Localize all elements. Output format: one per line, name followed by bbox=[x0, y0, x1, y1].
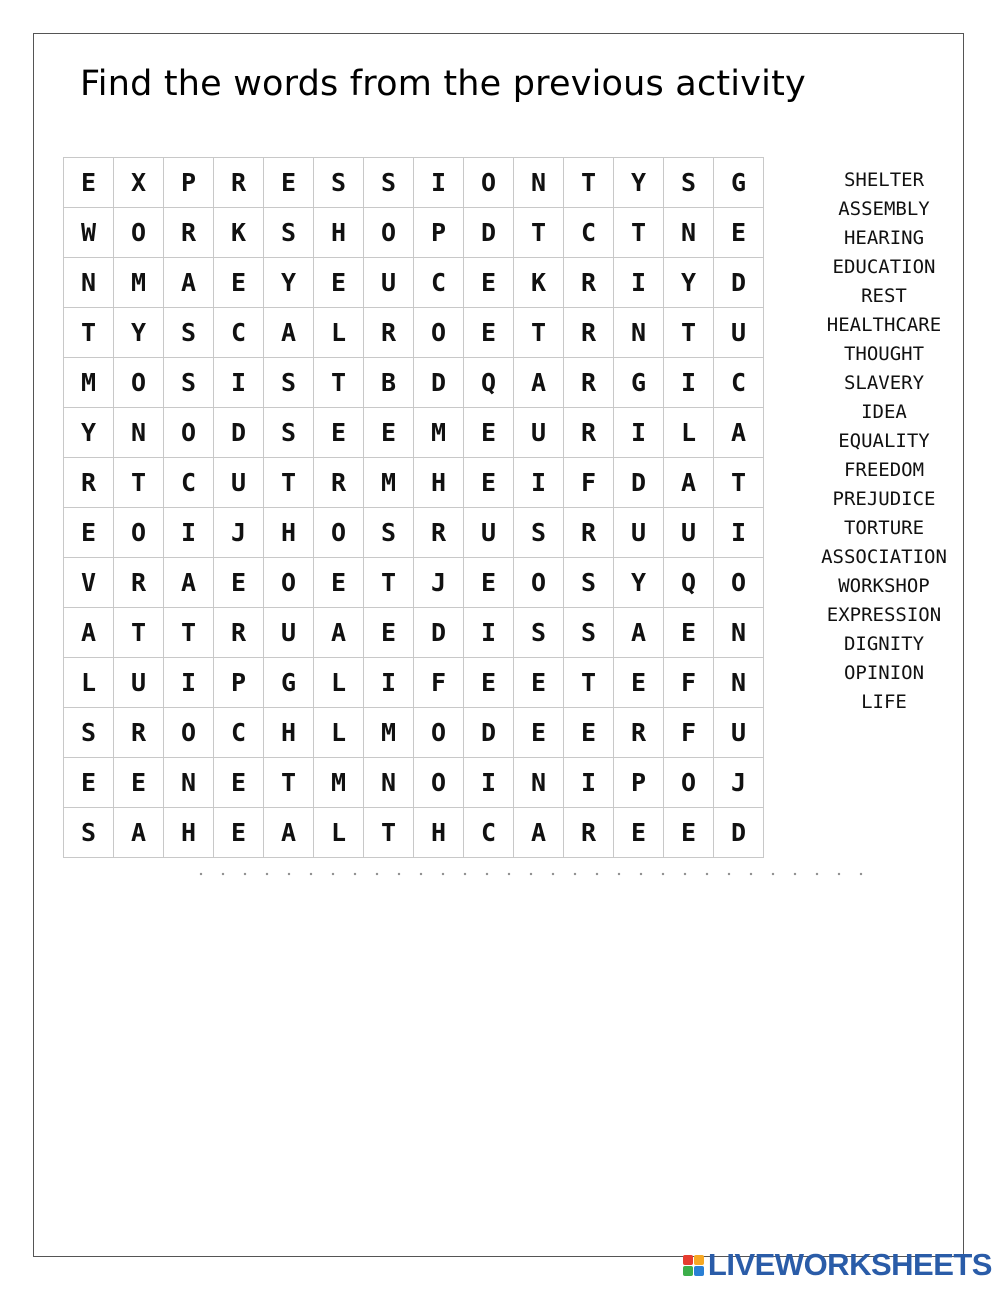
grid-cell[interactable]: E bbox=[364, 608, 414, 658]
grid-cell[interactable]: B bbox=[364, 358, 414, 408]
grid-cell[interactable]: I bbox=[614, 408, 664, 458]
grid-cell[interactable]: L bbox=[314, 708, 364, 758]
grid-cell[interactable]: Q bbox=[464, 358, 514, 408]
grid-cell[interactable]: E bbox=[664, 808, 714, 858]
grid-cell[interactable]: C bbox=[214, 308, 264, 358]
word-list-item: OPINION bbox=[843, 662, 925, 684]
grid-cell[interactable]: S bbox=[314, 158, 364, 208]
grid-cell[interactable]: E bbox=[714, 208, 764, 258]
grid-cell[interactable]: E bbox=[64, 758, 114, 808]
grid-cell[interactable]: D bbox=[714, 808, 764, 858]
grid-cell[interactable]: R bbox=[564, 508, 614, 558]
grid-cell[interactable]: S bbox=[264, 408, 314, 458]
grid-cell[interactable]: Y bbox=[664, 258, 714, 308]
grid-cell[interactable]: T bbox=[264, 758, 314, 808]
grid-cell[interactable]: O bbox=[414, 758, 464, 808]
word-list-item: WORKSHOP bbox=[838, 575, 930, 597]
grid-cell[interactable]: N bbox=[114, 408, 164, 458]
grid-cell[interactable]: O bbox=[714, 558, 764, 608]
grid-cell[interactable]: O bbox=[114, 208, 164, 258]
grid-cell[interactable]: A bbox=[714, 408, 764, 458]
grid-cell[interactable]: W bbox=[64, 208, 114, 258]
word-list-item: TORTURE bbox=[843, 517, 925, 539]
grid-cell[interactable]: D bbox=[464, 708, 514, 758]
grid-cell[interactable]: E bbox=[114, 758, 164, 808]
grid-cell[interactable]: T bbox=[614, 208, 664, 258]
grid-cell[interactable]: N bbox=[514, 758, 564, 808]
grid-cell[interactable]: Y bbox=[114, 308, 164, 358]
grid-cell[interactable]: U bbox=[464, 508, 514, 558]
grid-cell[interactable]: U bbox=[114, 658, 164, 708]
grid-cell[interactable]: P bbox=[164, 158, 214, 208]
grid-cell[interactable]: V bbox=[64, 558, 114, 608]
grid-cell[interactable]: A bbox=[264, 808, 314, 858]
grid-cell[interactable]: F bbox=[564, 458, 614, 508]
grid-cell[interactable]: N bbox=[664, 208, 714, 258]
grid-cell[interactable]: M bbox=[314, 758, 364, 808]
grid-cell[interactable]: M bbox=[364, 708, 414, 758]
grid-cell[interactable]: S bbox=[164, 358, 214, 408]
grid-cell[interactable]: T bbox=[364, 558, 414, 608]
grid-cell[interactable]: A bbox=[514, 808, 564, 858]
grid-cell[interactable]: S bbox=[264, 358, 314, 408]
grid-cell[interactable]: Y bbox=[264, 258, 314, 308]
grid-cell[interactable]: S bbox=[164, 308, 214, 358]
grid-cell[interactable]: H bbox=[414, 808, 464, 858]
grid-cell[interactable]: F bbox=[664, 708, 714, 758]
grid-cell[interactable]: T bbox=[664, 308, 714, 358]
grid-cell[interactable]: E bbox=[314, 408, 364, 458]
grid-cell[interactable]: M bbox=[364, 458, 414, 508]
grid-cell[interactable]: N bbox=[714, 608, 764, 658]
grid-cell[interactable]: Y bbox=[64, 408, 114, 458]
grid-cell[interactable]: E bbox=[464, 658, 514, 708]
grid-cell[interactable]: R bbox=[314, 458, 364, 508]
grid-cell[interactable]: E bbox=[464, 258, 514, 308]
grid-cell[interactable]: H bbox=[264, 708, 314, 758]
grid-cell[interactable]: T bbox=[114, 608, 164, 658]
grid-cell[interactable]: Y bbox=[614, 558, 664, 608]
grid-cell[interactable]: Y bbox=[614, 158, 664, 208]
word-list-item: HEALTHCARE bbox=[826, 314, 942, 336]
grid-cell[interactable]: T bbox=[514, 308, 564, 358]
grid-cell[interactable]: R bbox=[114, 708, 164, 758]
grid-cell[interactable]: R bbox=[564, 358, 614, 408]
grid-cell[interactable]: K bbox=[214, 208, 264, 258]
grid-cell[interactable]: N bbox=[614, 308, 664, 358]
grid-cell[interactable]: E bbox=[464, 558, 514, 608]
grid-cell[interactable]: L bbox=[664, 408, 714, 458]
grid-cell[interactable]: N bbox=[714, 658, 764, 708]
grid-cell[interactable]: I bbox=[714, 508, 764, 558]
grid-cell[interactable]: I bbox=[464, 608, 514, 658]
grid-cell[interactable]: D bbox=[714, 258, 764, 308]
grid-cell[interactable]: S bbox=[64, 708, 114, 758]
grid-cell[interactable]: E bbox=[464, 308, 514, 358]
grid-cell[interactable]: I bbox=[514, 458, 564, 508]
grid-cell[interactable]: D bbox=[464, 208, 514, 258]
grid-cell[interactable]: N bbox=[364, 758, 414, 808]
word-list-item: LIFE bbox=[861, 691, 907, 713]
logo-square bbox=[683, 1266, 693, 1276]
grid-cell[interactable]: C bbox=[214, 708, 264, 758]
word-list bbox=[808, 168, 960, 719]
grid-cell[interactable]: U bbox=[714, 308, 764, 358]
grid-cell[interactable]: O bbox=[414, 308, 464, 358]
grid-cell[interactable]: O bbox=[514, 558, 564, 608]
word-list-item: EQUALITY bbox=[838, 430, 930, 452]
grid-cell[interactable]: O bbox=[464, 158, 514, 208]
grid-cell[interactable]: T bbox=[364, 808, 414, 858]
grid-cell[interactable]: S bbox=[664, 158, 714, 208]
word-list-item: HEARING bbox=[843, 227, 925, 249]
grid-cell[interactable]: E bbox=[264, 158, 314, 208]
grid-cell[interactable]: C bbox=[714, 358, 764, 408]
grid-cell[interactable]: T bbox=[264, 458, 314, 508]
grid-cell[interactable]: E bbox=[214, 808, 264, 858]
dotted-separator bbox=[190, 872, 870, 876]
grid-cell[interactable]: E bbox=[614, 658, 664, 708]
grid-cell[interactable]: A bbox=[514, 358, 564, 408]
grid-cell[interactable]: I bbox=[614, 258, 664, 308]
word-list-item: SHELTER bbox=[843, 169, 925, 191]
grid-cell[interactable]: L bbox=[314, 658, 364, 708]
grid-cell[interactable]: N bbox=[64, 258, 114, 308]
grid-cell[interactable]: A bbox=[164, 558, 214, 608]
grid-cell[interactable]: A bbox=[264, 308, 314, 358]
grid-cell[interactable]: S bbox=[564, 608, 614, 658]
word-list-item: SLAVERY bbox=[843, 372, 925, 394]
grid-cell[interactable]: G bbox=[714, 158, 764, 208]
grid-cell[interactable]: A bbox=[314, 608, 364, 658]
logo-square bbox=[694, 1255, 704, 1265]
grid-cell[interactable]: R bbox=[114, 558, 164, 608]
word-list-item: ASSOCIATION bbox=[821, 546, 947, 568]
grid-cell[interactable]: R bbox=[164, 208, 214, 258]
grid-cell[interactable]: U bbox=[714, 708, 764, 758]
grid-cell[interactable]: K bbox=[514, 258, 564, 308]
grid-cell[interactable]: O bbox=[114, 358, 164, 408]
word-list-item: IDEA bbox=[861, 401, 907, 423]
brand-logo[interactable] bbox=[683, 1247, 992, 1283]
grid-cell[interactable]: R bbox=[614, 708, 664, 758]
grid-cell[interactable]: E bbox=[664, 608, 714, 658]
word-list-item: THOUGHT bbox=[843, 343, 925, 365]
grid-cell[interactable]: E bbox=[514, 658, 564, 708]
grid-cell[interactable]: R bbox=[214, 608, 264, 658]
grid-cell[interactable]: J bbox=[714, 758, 764, 808]
grid-cell[interactable]: E bbox=[314, 258, 364, 308]
grid-cell[interactable]: D bbox=[414, 358, 464, 408]
grid-cell[interactable]: T bbox=[314, 358, 364, 408]
word-list-item: REST bbox=[861, 285, 907, 307]
grid-cell[interactable]: O bbox=[364, 208, 414, 258]
grid-cell[interactable]: A bbox=[614, 608, 664, 658]
grid-cell[interactable]: D bbox=[614, 458, 664, 508]
grid-cell[interactable]: J bbox=[414, 558, 464, 608]
grid-cell[interactable]: G bbox=[264, 658, 314, 708]
grid-cell[interactable]: A bbox=[164, 258, 214, 308]
grid-cell[interactable]: H bbox=[314, 208, 364, 258]
grid-cell[interactable]: E bbox=[564, 708, 614, 758]
grid-cell[interactable]: P bbox=[414, 208, 464, 258]
logo-square bbox=[683, 1255, 693, 1265]
grid-cell[interactable]: E bbox=[214, 258, 264, 308]
grid-cell[interactable]: S bbox=[364, 158, 414, 208]
grid-cell[interactable]: L bbox=[64, 658, 114, 708]
word-list-item: EXPRESSION bbox=[826, 604, 942, 626]
grid-cell[interactable]: U bbox=[364, 258, 414, 308]
grid-cell[interactable]: O bbox=[264, 558, 314, 608]
grid-cell[interactable]: O bbox=[414, 708, 464, 758]
word-list-item: DIGNITY bbox=[843, 633, 925, 655]
grid-cell[interactable]: O bbox=[164, 708, 214, 758]
grid-cell[interactable]: D bbox=[414, 608, 464, 658]
grid-cell[interactable]: G bbox=[614, 358, 664, 408]
grid-cell[interactable]: A bbox=[114, 808, 164, 858]
grid-cell[interactable]: Q bbox=[664, 558, 714, 608]
grid-cell[interactable]: S bbox=[364, 508, 414, 558]
grid-cell[interactable]: U bbox=[614, 508, 664, 558]
grid-cell[interactable]: A bbox=[664, 458, 714, 508]
word-search-grid[interactable] bbox=[63, 157, 764, 858]
worksheet-title: Find the words from the previous activity bbox=[80, 64, 806, 104]
grid-cell[interactable]: R bbox=[564, 408, 614, 458]
grid-cell[interactable]: E bbox=[464, 458, 514, 508]
grid-cell[interactable]: R bbox=[564, 808, 614, 858]
grid-cell[interactable]: T bbox=[564, 158, 614, 208]
grid-cell[interactable]: I bbox=[564, 758, 614, 808]
grid-cell[interactable]: S bbox=[564, 558, 614, 608]
brand-name: LIVEWORKSHEETS bbox=[707, 1247, 992, 1282]
grid-cell[interactable]: E bbox=[214, 558, 264, 608]
grid-cell[interactable]: T bbox=[514, 208, 564, 258]
grid-cell[interactable]: U bbox=[214, 458, 264, 508]
grid-cell[interactable]: R bbox=[64, 458, 114, 508]
grid-cell[interactable]: R bbox=[364, 308, 414, 358]
grid-cell[interactable]: E bbox=[64, 508, 114, 558]
grid-cell[interactable]: O bbox=[664, 758, 714, 808]
grid-cell[interactable]: O bbox=[164, 408, 214, 458]
grid-cell[interactable]: M bbox=[414, 408, 464, 458]
grid-cell[interactable]: E bbox=[464, 408, 514, 458]
grid-cell[interactable]: M bbox=[114, 258, 164, 308]
grid-cell[interactable]: T bbox=[564, 658, 614, 708]
grid-cell[interactable]: P bbox=[614, 758, 664, 808]
grid-cell[interactable]: C bbox=[414, 258, 464, 308]
grid-cell[interactable]: E bbox=[314, 558, 364, 608]
grid-cell[interactable]: D bbox=[214, 408, 264, 458]
grid-cell[interactable]: R bbox=[564, 258, 614, 308]
grid-cell[interactable]: I bbox=[164, 508, 214, 558]
grid-cell[interactable]: T bbox=[164, 608, 214, 658]
grid-cell[interactable]: S bbox=[514, 608, 564, 658]
liveworksheets-icon bbox=[683, 1255, 704, 1276]
grid-cell[interactable]: I bbox=[364, 658, 414, 708]
grid-cell[interactable]: E bbox=[514, 708, 564, 758]
grid-cell[interactable]: S bbox=[64, 808, 114, 858]
grid-cell[interactable]: O bbox=[314, 508, 364, 558]
grid-cell[interactable]: C bbox=[564, 208, 614, 258]
grid-cell[interactable]: L bbox=[314, 808, 364, 858]
grid-cell[interactable]: P bbox=[214, 658, 264, 708]
grid-cell[interactable]: S bbox=[514, 508, 564, 558]
grid-cell[interactable]: E bbox=[614, 808, 664, 858]
grid-cell[interactable]: O bbox=[114, 508, 164, 558]
grid-cell[interactable]: T bbox=[114, 458, 164, 508]
grid-cell[interactable]: R bbox=[414, 508, 464, 558]
grid-cell[interactable]: I bbox=[414, 158, 464, 208]
grid-cell[interactable]: C bbox=[464, 808, 514, 858]
grid-cell[interactable]: F bbox=[664, 658, 714, 708]
grid-cell[interactable]: T bbox=[714, 458, 764, 508]
grid-cell[interactable]: I bbox=[464, 758, 514, 808]
grid-cell[interactable]: C bbox=[164, 458, 214, 508]
grid-cell[interactable]: F bbox=[414, 658, 464, 708]
grid-cell[interactable]: S bbox=[264, 208, 314, 258]
word-list-item: EDUCATION bbox=[832, 256, 936, 278]
grid-cell[interactable]: U bbox=[514, 408, 564, 458]
grid-cell[interactable]: H bbox=[414, 458, 464, 508]
word-list-item: FREEDOM bbox=[843, 459, 925, 481]
grid-cell[interactable]: J bbox=[214, 508, 264, 558]
grid-cell[interactable]: H bbox=[164, 808, 214, 858]
grid-cell[interactable]: E bbox=[64, 158, 114, 208]
grid-cell[interactable]: E bbox=[364, 408, 414, 458]
grid-cell[interactable]: N bbox=[164, 758, 214, 808]
grid-cell[interactable]: M bbox=[64, 358, 114, 408]
grid-cell[interactable]: R bbox=[564, 308, 614, 358]
word-list-item: PREJUDICE bbox=[832, 488, 936, 510]
grid-cell[interactable]: X bbox=[114, 158, 164, 208]
grid-cell[interactable]: T bbox=[64, 308, 114, 358]
grid-cell[interactable]: H bbox=[264, 508, 314, 558]
grid-cell[interactable]: L bbox=[314, 308, 364, 358]
grid-cell[interactable]: E bbox=[214, 758, 264, 808]
grid-cell[interactable]: I bbox=[164, 658, 214, 708]
grid-cell[interactable]: R bbox=[214, 158, 264, 208]
grid-cell[interactable]: U bbox=[264, 608, 314, 658]
grid-cell[interactable]: A bbox=[64, 608, 114, 658]
word-list-item: ASSEMBLY bbox=[838, 198, 930, 220]
grid-cell[interactable]: N bbox=[514, 158, 564, 208]
grid-cell[interactable]: I bbox=[664, 358, 714, 408]
grid-cell[interactable]: U bbox=[664, 508, 714, 558]
logo-square bbox=[694, 1266, 704, 1276]
grid-cell[interactable]: I bbox=[214, 358, 264, 408]
